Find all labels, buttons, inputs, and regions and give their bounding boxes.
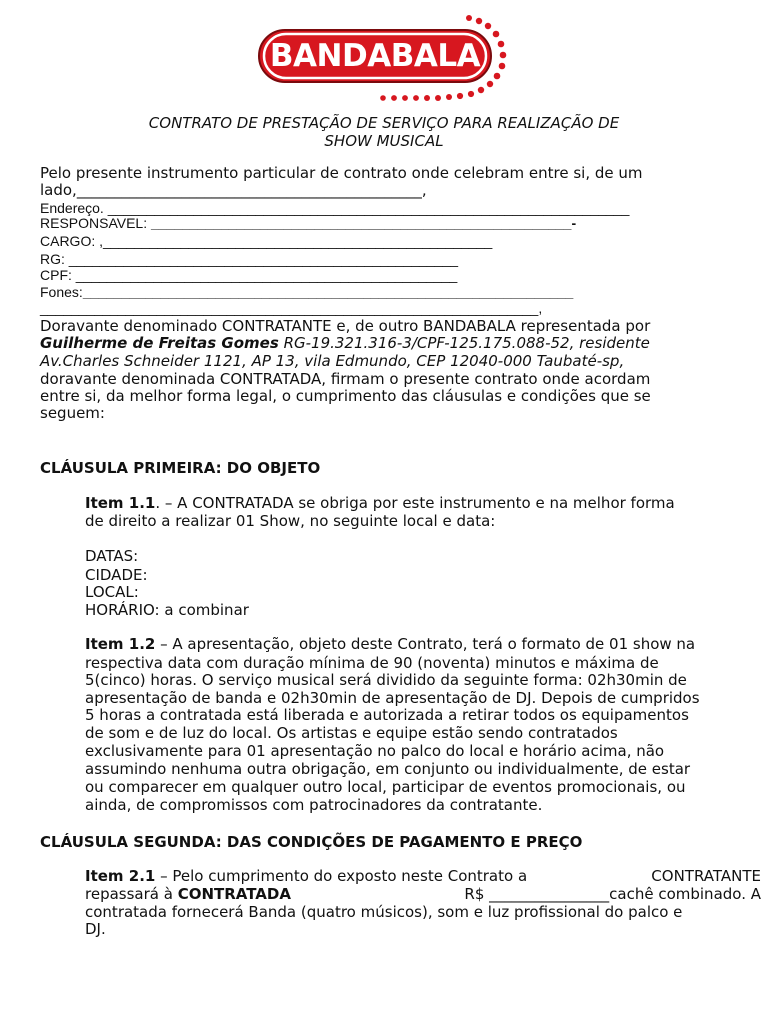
responsavel-field [40, 215, 576, 231]
item12-line: 5 horas a contratada está liberada e autorizada a retirar todos os equipamentos [85, 706, 689, 724]
horario-field: HORÁRIO: a combinar [85, 601, 249, 619]
item12-line: assumindo nenhuma outra obrigação, em conjunto ou individualmente, de estar [85, 760, 691, 778]
item21-left [85, 867, 155, 885]
responsavel-label: RESPONSAVEL: [40, 215, 152, 231]
contratada-term: CONTRATADA [177, 885, 291, 903]
item11-line1 [85, 494, 675, 512]
responsavel-line: ______________________________________________________- [151, 215, 577, 231]
parties-line6: seguem: [40, 404, 105, 422]
cpf-field: CPF: _________________________________________________ [40, 267, 458, 283]
item11-text: . – A [155, 494, 193, 512]
item21-label: Item 2.1 [85, 867, 156, 885]
cargo-field: CARGO: ,__________________________________________________ [40, 233, 493, 249]
cidade-field: CIDADE: [85, 566, 148, 584]
endereco-field: Endereço. ___________________________________________________________________ [40, 200, 630, 216]
contratante-term: CONTRATANTE [221, 317, 332, 335]
parties-line4 [40, 370, 650, 388]
item12-label: Item 1.2 [85, 635, 156, 653]
contratante-term: CONTRATANTE [651, 867, 761, 885]
parties-line5: entre si, da melhor forma legal, o cumprimento das cláusulas e condições que se [40, 387, 651, 405]
item12-line: apresentação de banda e 02h30min de apresentação de DJ. Depois de cumpridos [85, 689, 700, 707]
item21-amount: R$ ________________cachê combinado. A [459, 885, 761, 903]
item12-line: respectiva data com duração mínima de 90 (noventa) minutos e máxima de [85, 654, 659, 672]
clause1-heading: CLÁUSULA PRIMEIRA: DO OBJETO [40, 459, 321, 477]
document-title-line1: CONTRATO DE PRESTAÇÃO DE SERVIÇO PARA REALIZAÇÃO DE [148, 114, 620, 132]
item21-rest [155, 867, 761, 885]
item21-line3: contratada fornecerá Banda (quatro músicos), som e luz profissional do palco e [85, 903, 683, 921]
logo-text: BANDABALA [269, 38, 481, 74]
item11-label: Item 1.1 [85, 494, 156, 512]
item11-text: se obriga por este instrumento e na melhor forma [293, 494, 675, 512]
parties-text: , firmam o presente contrato onde acordam [321, 370, 651, 388]
datas-field: DATAS: [85, 547, 139, 565]
item21-line2 [85, 885, 761, 903]
parties-line1 [40, 317, 650, 335]
item21-line4: DJ. [85, 920, 106, 938]
item12-line: ainda, de compromissos com patrocinadores da contratante. [85, 796, 543, 814]
bandabala-logo [255, 12, 517, 108]
contratada-term: CONTRATADA [192, 494, 294, 512]
document-title-line2: SHOW MUSICAL [324, 132, 444, 150]
item12-line: 5(cinco) horas. O serviço musical será dividido da seguinte forma: 02h30min de [85, 671, 687, 689]
item11-line2: de direito a realizar 01 Show, no seguinte local e data: [85, 512, 496, 530]
parties-text: doravante denominada [40, 370, 220, 388]
parties-line3: Av.Charles Schneider 1121, AP 13, vila Edmundo, CEP 12040-000 Taubaté-sp, [40, 352, 625, 370]
local-field: LOCAL: [85, 583, 139, 601]
item12-text: – A apresentação, objeto deste Contrato, terá o formato de 01 show na [155, 635, 696, 653]
item12-line: de som e de luz do local. Os artistas e equipe estão sendo contratados [85, 724, 618, 742]
contratada-term: CONTRATADA [219, 370, 322, 388]
item21-text: – Pelo cumprimento do exposto neste Contrato a [155, 867, 532, 885]
parties-text: e, de outro BANDABALA representada por [331, 317, 651, 335]
item21-line1 [85, 867, 761, 885]
parties-text: Doravante denominado [40, 317, 222, 335]
item12-line: ou comparecer em qualquer outro local, participar de eventos promocionais, ou [85, 778, 686, 796]
fones-field [40, 284, 573, 300]
intro-line1: Pelo presente instrumento particular de contrato onde celebram entre si, de um [40, 164, 643, 182]
fones-continuation: ________________________________________________________________, [40, 300, 543, 316]
clause2-heading: CLÁUSULA SEGUNDA: DAS CONDIÇÕES DE PAGAMENTO E PREÇO [40, 833, 583, 851]
rg-field: RG: __________________________________________________ [40, 251, 459, 267]
item21-text: repassará à [85, 885, 178, 903]
item21-line2-left [85, 885, 291, 903]
representative-docs: RG-19.321.316-3/CPF-125.175.088-52, residente [278, 334, 650, 352]
fones-label: Fones: [40, 284, 83, 300]
fones-line: _______________________________________________________________ [82, 284, 574, 300]
representative-name: Guilherme de Freitas Gomes [40, 334, 279, 352]
item12-line: exclusivamente para 01 apresentação no palco do local e horário acima, não [85, 742, 665, 760]
intro-line2: lado,______________________________________________, [40, 181, 427, 199]
item12-line1 [85, 635, 695, 653]
parties-line2 [40, 334, 650, 352]
